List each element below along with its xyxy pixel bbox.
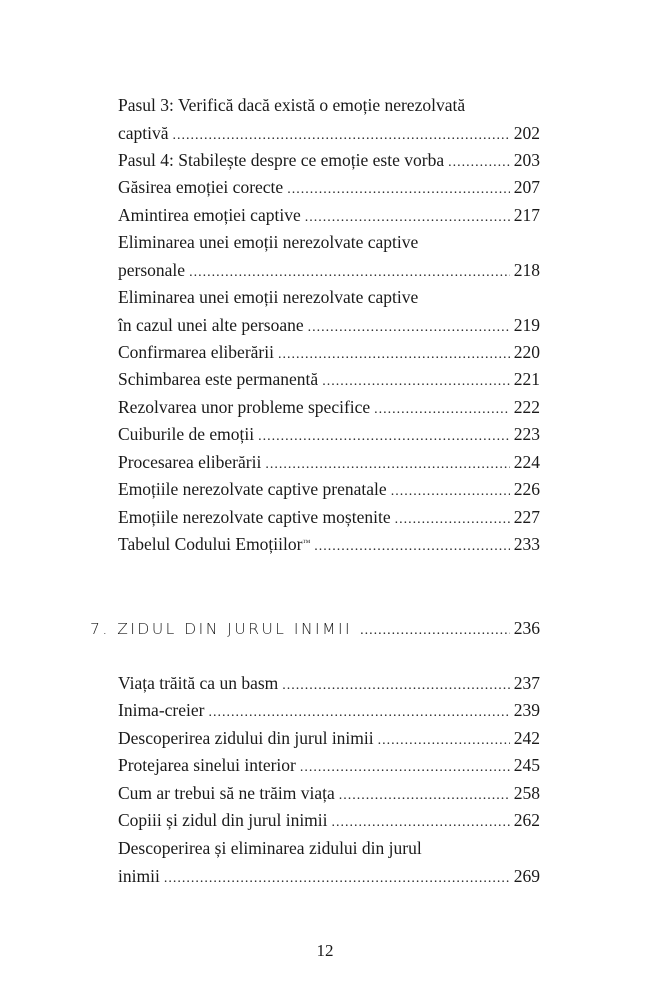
toc-entry-title: Schimbarea este permanentă [118,369,319,389]
dot-leader [278,341,510,369]
toc-entry-title: Găsirea emoției corecte [118,177,284,197]
toc-entry-title: Emoțiile nerezolvate captive moștenite [118,507,391,527]
toc-page-number: 262 [513,810,540,830]
toc-entry[interactable] [118,476,540,506]
toc-entry-title: Descoperirea zidului din jurul inimii [118,728,374,748]
toc-entry[interactable] [118,504,540,534]
toc-entry[interactable] [118,835,540,892]
toc-entry-title: Pasul 4: Stabilește despre ce emoție este vorba [118,150,445,170]
dot-leader [374,396,510,424]
toc-page-number: 221 [513,369,540,389]
toc-entry-title [118,531,310,559]
toc-entry-title-line2: captivă [118,122,169,143]
dot-leader [300,754,510,782]
toc-entry-title: Viața trăită ca un basm [118,673,279,693]
dot-leader [173,122,510,150]
toc-entry[interactable] [118,670,540,700]
dot-leader [314,533,509,561]
toc-page-number: 269 [513,865,540,886]
dot-leader [391,478,510,506]
toc-entry[interactable] [118,339,540,369]
toc-entry-title-text: Tabelul Codului Emoțiilor [118,534,303,554]
dot-leader [339,782,510,810]
toc-entry-title-line2: în cazul unei alte persoane [118,314,304,335]
toc-page-number: 217 [513,205,540,225]
toc-entry-title-line2: personale [118,259,186,280]
toc-page-number: 219 [513,314,540,335]
toc-entry[interactable] [118,752,540,782]
toc-entry-title: Confirmarea eliberării [118,342,274,362]
dot-leader [448,149,510,177]
toc-entry[interactable] [118,531,540,561]
dot-leader [305,204,510,232]
page-number: 12 [316,941,334,960]
toc-entry[interactable] [118,202,540,232]
toc-entry-title-line1: Eliminarea unei emoții nerezolvate captive [118,287,419,307]
toc-page-number: 239 [513,700,540,720]
dot-leader [282,672,509,700]
dot-leader [265,451,509,479]
toc-entry[interactable] [118,366,540,396]
toc-entry-title: Cuiburile de emoții [118,424,255,444]
dot-leader [164,865,510,893]
toc-entry[interactable] [118,725,540,755]
chapter-heading[interactable] [90,614,540,645]
toc-entry[interactable] [118,807,540,837]
toc-entry-title-line1: Eliminarea unei emoții nerezolvate captive [118,232,419,252]
toc-page-number: 245 [513,755,540,775]
toc-entry-title: Procesarea eliberării [118,452,262,472]
toc-entry-title: Amintirea emoției captive [118,205,301,225]
toc-page-number: 224 [513,452,540,472]
toc-entry[interactable] [118,284,540,341]
toc-entry[interactable] [118,147,540,177]
toc-entry-title-line2: inimii [118,865,160,886]
toc-page-number: 223 [513,424,540,444]
dot-leader [360,617,510,645]
toc-page-number: 207 [513,177,540,197]
toc-entry[interactable] [118,394,540,424]
dot-leader [395,506,510,534]
chapter-page-number: 236 [513,618,540,638]
toc-entry-title-line1: Pasul 3: Verifică dacă există o emoție nerezolvată [118,95,466,115]
dot-leader [378,727,510,755]
toc-page-number: 202 [513,122,540,143]
toc-entry-title: Protejarea sinelui interior [118,755,296,775]
toc-page-number: 237 [513,673,540,693]
trademark-symbol: ™ [302,538,311,547]
toc-entry[interactable] [118,92,540,149]
dot-leader [332,809,510,837]
toc-page-number: 218 [513,259,540,280]
toc-page-number: 220 [513,342,540,362]
toc-page-number: 226 [513,479,540,499]
toc-entry[interactable] [118,421,540,451]
toc-page-number: 242 [513,728,540,748]
toc-entry[interactable] [118,229,540,286]
dot-leader [287,176,510,204]
toc-page-number: 233 [513,534,540,554]
dot-leader [189,259,510,287]
chapter-title: 7. ZIDUL DIN JURUL INIMII [90,620,353,638]
toc-entry[interactable] [118,449,540,479]
toc-entry[interactable] [118,780,540,810]
toc-entry-title: Rezolvarea unor probleme specifice [118,397,371,417]
toc-entry-title: Cum ar trebui să ne trăim viața [118,783,335,803]
toc-entry-title: Inima-creier [118,700,205,720]
toc-entry-title-line1: Descoperirea și eliminarea zidului din jurul [118,838,422,858]
toc-entry-title: Copiii și zidul din jurul inimii [118,810,328,830]
toc-entry[interactable] [118,697,540,727]
toc-page-number: 258 [513,783,540,803]
toc-page-number: 222 [513,397,540,417]
dot-leader [208,699,509,727]
dot-leader [322,368,510,396]
toc-entry-title: Emoțiile nerezolvate captive prenatale [118,479,387,499]
toc-page-number: 203 [513,150,540,170]
dot-leader [258,423,510,451]
toc-page-number: 227 [513,507,540,527]
toc-entry[interactable] [118,174,540,204]
dot-leader [308,314,510,342]
